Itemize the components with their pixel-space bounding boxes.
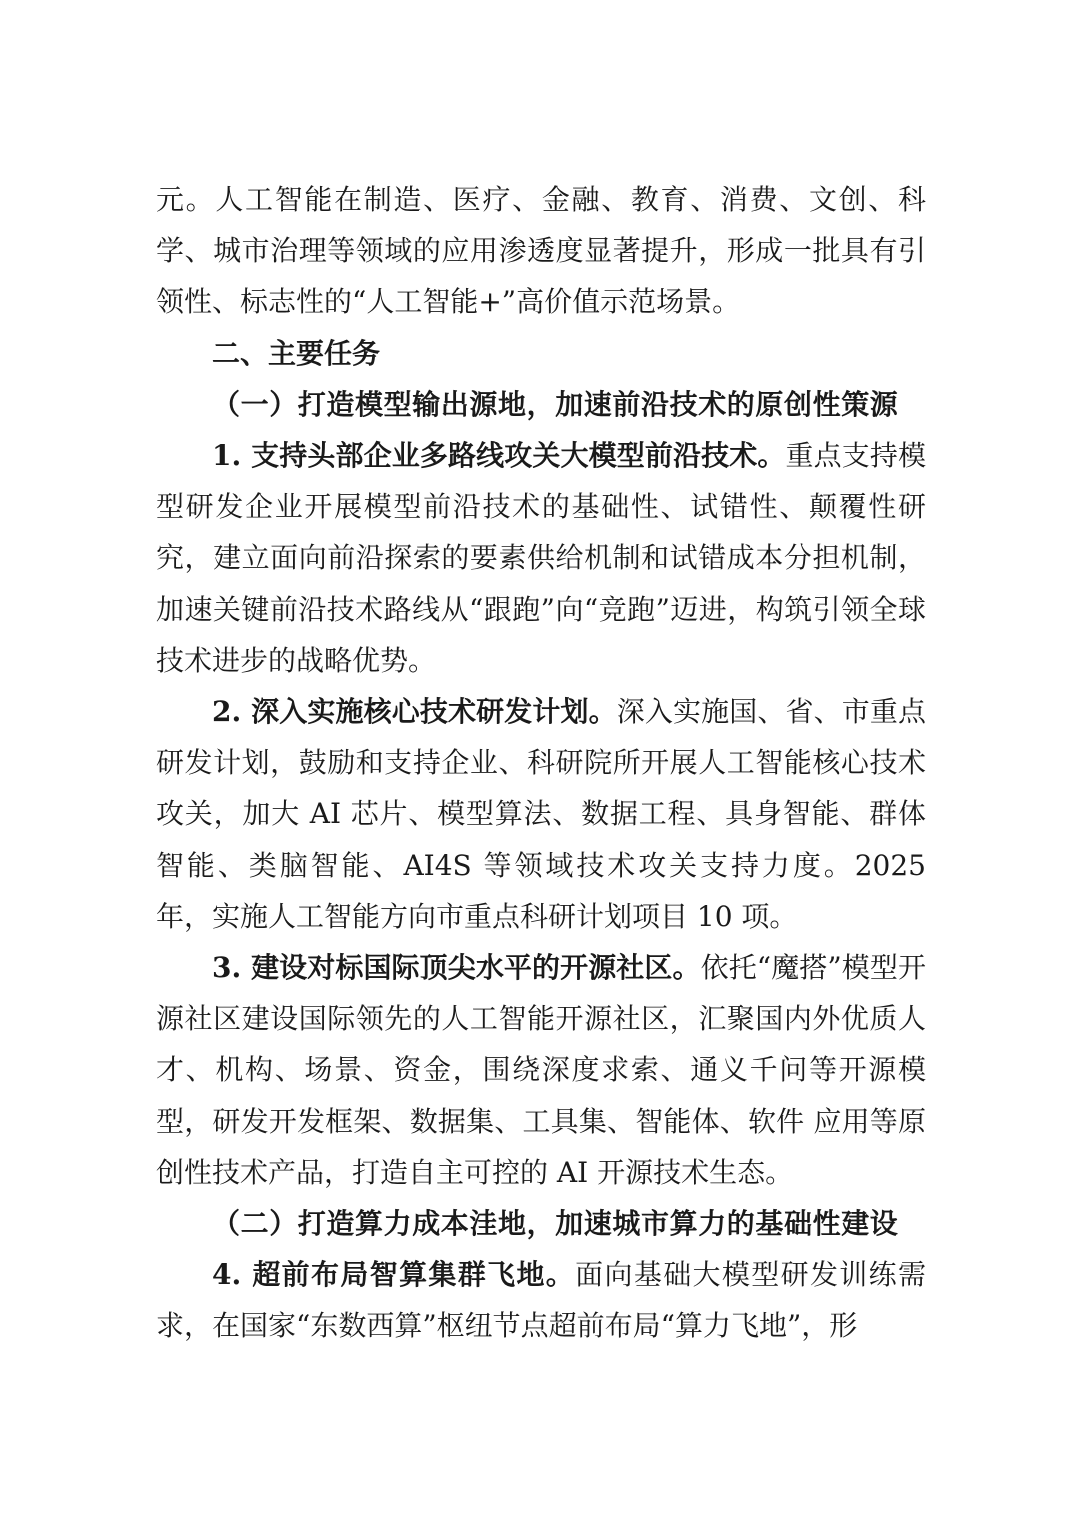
item-body-3: 依托“魔搭”模型开源社区建设国际领先的人工智能开源社区，汇聚国内外优质人才、机构、场景、资金，围绕深度求索、通义千问等开源模型，研发开发框架、数据集、工具集、智能体、软件 应用等原创性技术产品，打造自主可控的 AI 开源技术生态。 [156,951,926,1189]
list-item-4 [156,1249,926,1351]
item-body-1: 重点支持模型研发企业开展模型前沿技术的基础性、试错性、颠覆性研究，建立面向前沿探索的要素供给机制和试错成本分担机制，加速关键前沿技术路线从“跟跑”向“竞跑”迈进，构筑引领全球技术进步的战略优势。 [156,439,926,677]
subsection-title-1: （一）打造模型输出源地，加速前沿技术的原创性策源 [212,387,899,421]
list-item-3 [156,942,926,1198]
item-lead-3: 3. 建设对标国际顶尖水平的开源社区。 [212,951,701,985]
section-heading: 二、主要任务 [212,336,381,370]
item-lead-1: 1. 支持头部企业多路线攻关大模型前沿技术。 [212,439,786,473]
item-body-2: 深入实施国、省、市重点研发计划，鼓励和支持企业、科研院所开展人工智能核心技术攻关，加大 AI 芯片、模型算法、数据工程、具身智能、群体智能、类脑智能、AI4S 等领域技术攻关支持力度。2025 年，实施人工智能方向市重点科研计划项目 10 项。 [156,695,926,933]
continuation-paragraph: 元。人工智能在制造、医疗、金融、教育、消费、文创、科学、城市治理等领域的应用渗透度显著提升，形成一批具有引领性、标志性的“人工智能+”高价值示范场景。 [156,183,926,319]
item-body-4: 面向基础大模型研发训练需求，在国家“东数西算”枢纽节点超前布局“算力飞地”，形 [156,1258,926,1343]
document-body [156,174,926,1352]
subsection-title-2: （二）打造算力成本洼地，加速城市算力的基础性建设 [212,1207,899,1241]
list-item-2 [156,686,926,942]
item-lead-2: 2. 深入实施核心技术研发计划。 [212,695,617,729]
item-lead-4: 4. 超前布局智算集群飞地。 [212,1258,576,1292]
list-item-1 [156,430,926,686]
